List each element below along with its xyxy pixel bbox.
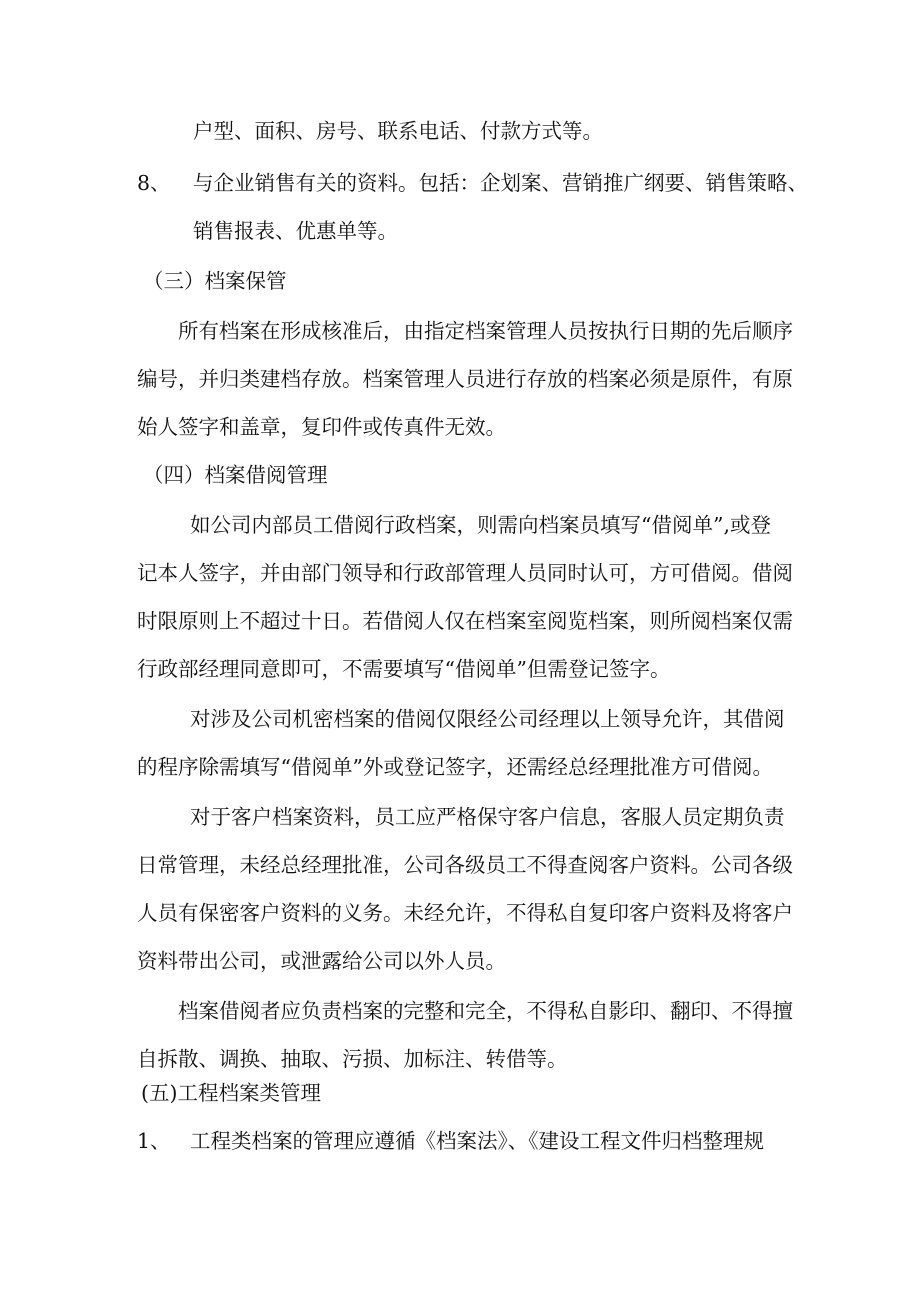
item8-continuation: 户型、面积、房号、联系电话、付款方式等。 — [193, 119, 603, 143]
item-text: 与企业销售有关的资料。包括：企划案、营销推广纲要、销售策略、 — [193, 171, 808, 195]
item-number: 1、 — [137, 1129, 171, 1153]
section-heading: (五)工程档案类管理 — [141, 1081, 321, 1105]
item-text: 销售报表、优惠单等。 — [193, 219, 398, 243]
paragraph-line: 始人签字和盖章，复印件或传真件无效。 — [137, 415, 506, 439]
section-heading: （三）档案保管 — [143, 269, 287, 293]
paragraph-line: 对涉及公司机密档案的借阅仅限经公司经理以上领导允许，其借阅 — [190, 707, 785, 731]
section-heading: （四）档案借阅管理 — [143, 463, 328, 487]
paragraph-line: 日常管理，未经总经理批准，公司各级员工不得查阅客户资料。公司各级 — [137, 853, 793, 877]
paragraph-line: 所有档案在形成核准后，由指定档案管理人员按执行日期的先后顺序 — [178, 319, 793, 343]
paragraph-line: 自拆散、调换、抽取、污损、加标注、转借等。 — [137, 1047, 568, 1071]
item-number: 8、 — [137, 171, 171, 195]
paragraph-line: 记本人签字，并由部门领导和行政部管理人员同时认可，方可借阅。借阅 — [137, 561, 793, 585]
paragraph-line: 行政部经理同意即可，不需要填写“借阅单”但需登记签字。 — [137, 657, 671, 681]
paragraph-line: 的程序除需填写“借阅单”外或登记签字，还需经总经理批准方可借阅。 — [137, 755, 773, 779]
paragraph-line: 资料带出公司，或泄露给公司以外人员。 — [137, 949, 506, 973]
paragraph-line: 编号，并归类建档存放。档案管理人员进行存放的档案必须是原件，有原 — [137, 367, 793, 391]
paragraph-line: 时限原则上不超过十日。若借阅人仅在档案室阅览档案，则所阅档案仅需 — [137, 609, 793, 633]
paragraph-line: 如公司内部员工借阅行政档案，则需向档案员填写“借阅单”,或登 — [190, 513, 771, 537]
paragraph-line: 对于客户档案资料，员工应严格保守客户信息，客服人员定期负责 — [190, 805, 785, 829]
paragraph-line: 档案借阅者应负责档案的完整和完全，不得私自影印、翻印、不得擅 — [178, 999, 793, 1023]
item-text: 工程类档案的管理应遵循《档案法》、《建设工程文件归档整理规 — [190, 1129, 764, 1153]
paragraph-line: 人员有保密客户资料的义务。未经允许，不得私自复印客户资料及将客户 — [137, 901, 793, 925]
